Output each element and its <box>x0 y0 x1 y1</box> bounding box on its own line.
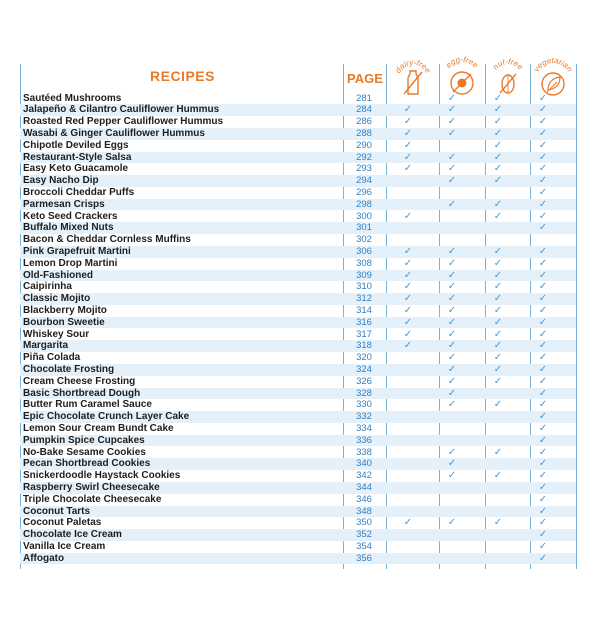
check-icon: ✓ <box>403 293 413 305</box>
check-icon: ✓ <box>403 139 413 151</box>
recipe-page: 336 <box>356 434 372 446</box>
table-row <box>20 506 576 518</box>
check-icon: ✓ <box>447 269 457 281</box>
check-icon: ✓ <box>447 104 457 116</box>
check-icon: ✓ <box>493 104 503 116</box>
check-icon: ✓ <box>538 304 548 316</box>
recipe-page: 310 <box>356 281 372 293</box>
check-icon: ✓ <box>403 127 413 139</box>
vegetarian-label: vegetarian <box>531 55 575 74</box>
check-icon: ✓ <box>447 328 457 340</box>
recipe-name: Buffalo Mixed Nuts <box>23 222 114 234</box>
table-row <box>20 187 576 199</box>
check-icon: ✓ <box>447 163 457 175</box>
recipe-page: 317 <box>356 328 372 340</box>
recipe-name: Piña Colada <box>23 352 81 364</box>
recipe-page: 292 <box>356 151 372 163</box>
page-column-header: PAGE <box>347 71 383 86</box>
table-row <box>20 128 576 140</box>
check-icon: ✓ <box>538 411 548 423</box>
check-icon: ✓ <box>538 493 548 505</box>
recipe-page: 298 <box>356 198 372 210</box>
check-icon: ✓ <box>493 116 503 128</box>
egg-free-header <box>440 54 484 98</box>
check-icon: ✓ <box>493 210 503 222</box>
check-icon: ✓ <box>403 151 413 163</box>
check-icon: ✓ <box>493 375 503 387</box>
recipe-page: 290 <box>356 139 372 151</box>
recipe-page: 332 <box>356 411 372 423</box>
check-icon: ✓ <box>538 175 548 187</box>
recipe-name: Restaurant-Style Salsa <box>23 151 132 163</box>
check-icon: ✓ <box>403 304 413 316</box>
table-row <box>20 152 576 164</box>
recipe-page: 338 <box>356 446 372 458</box>
dairy-free-icon <box>391 54 435 98</box>
recipe-page: 286 <box>356 116 372 128</box>
check-icon: ✓ <box>493 517 503 529</box>
table-row <box>20 529 576 541</box>
recipe-name: Snickerdoodle Haystack Cookies <box>23 470 181 482</box>
recipe-page: 348 <box>356 505 372 517</box>
recipe-name: Bourbon Sweetie <box>23 316 105 328</box>
recipe-page: 294 <box>356 175 372 187</box>
recipe-name: Lemon Sour Cream Bundt Cake <box>23 422 174 434</box>
table-row <box>20 163 576 175</box>
recipe-name: Pumpkin Spice Cupcakes <box>23 434 145 446</box>
check-icon: ✓ <box>538 198 548 210</box>
check-icon: ✓ <box>493 340 503 352</box>
table-row <box>20 329 576 341</box>
check-icon: ✓ <box>403 257 413 269</box>
recipe-page: 301 <box>356 222 372 234</box>
table-row <box>20 281 576 293</box>
recipe-page: 330 <box>356 399 372 411</box>
check-icon: ✓ <box>447 245 457 257</box>
check-icon: ✓ <box>493 163 503 175</box>
check-icon: ✓ <box>493 281 503 293</box>
table-row <box>20 352 576 364</box>
check-icon: ✓ <box>447 127 457 139</box>
check-icon: ✓ <box>538 340 548 352</box>
table-row <box>20 517 576 529</box>
table-row <box>20 270 576 282</box>
recipe-page: 316 <box>356 316 372 328</box>
check-icon: ✓ <box>493 470 503 482</box>
check-icon: ✓ <box>538 363 548 375</box>
table-row <box>20 553 576 565</box>
check-icon: ✓ <box>447 316 457 328</box>
recipe-name: Raspberry Swirl Cheesecake <box>23 481 160 493</box>
check-icon: ✓ <box>493 92 503 104</box>
check-icon: ✓ <box>447 363 457 375</box>
check-icon: ✓ <box>447 399 457 411</box>
table-row <box>20 388 576 400</box>
table-row <box>20 435 576 447</box>
check-icon: ✓ <box>538 210 548 222</box>
recipe-name: Bacon & Cheddar Cornless Muffins <box>23 234 191 246</box>
table-row <box>20 447 576 459</box>
recipe-name: No-Bake Sesame Cookies <box>23 446 146 458</box>
recipe-page: 284 <box>356 104 372 116</box>
recipe-name: Parmesan Crisps <box>23 198 105 210</box>
check-icon: ✓ <box>538 529 548 541</box>
check-icon: ✓ <box>447 458 457 470</box>
recipe-page: 302 <box>356 234 372 246</box>
recipe-page: 354 <box>356 540 372 552</box>
check-icon: ✓ <box>493 304 503 316</box>
table-row <box>20 482 576 494</box>
check-icon: ✓ <box>493 328 503 340</box>
check-icon: ✓ <box>447 198 457 210</box>
table-row <box>20 93 576 105</box>
table-row <box>20 234 576 246</box>
table-row <box>20 222 576 234</box>
table-row <box>20 376 576 388</box>
recipe-name: Coconut Paletas <box>23 517 102 529</box>
check-icon: ✓ <box>447 375 457 387</box>
check-icon: ✓ <box>493 363 503 375</box>
check-icon: ✓ <box>493 269 503 281</box>
recipe-name: Blackberry Mojito <box>23 304 107 316</box>
check-icon: ✓ <box>538 505 548 517</box>
check-icon: ✓ <box>447 92 457 104</box>
vegetarian-header <box>531 54 575 98</box>
check-icon: ✓ <box>538 352 548 364</box>
nut-free-header <box>486 54 530 98</box>
recipe-page: 344 <box>356 481 372 493</box>
check-icon: ✓ <box>538 517 548 529</box>
recipe-page: 306 <box>356 245 372 257</box>
check-icon: ✓ <box>493 399 503 411</box>
check-icon: ✓ <box>447 517 457 529</box>
check-icon: ✓ <box>538 481 548 493</box>
check-icon: ✓ <box>538 387 548 399</box>
check-icon: ✓ <box>403 269 413 281</box>
nut-free-label: nut-free <box>490 56 526 72</box>
check-icon: ✓ <box>447 257 457 269</box>
check-icon: ✓ <box>493 446 503 458</box>
check-icon: ✓ <box>403 340 413 352</box>
recipe-name: Whiskey Sour <box>23 328 90 340</box>
check-icon: ✓ <box>538 92 548 104</box>
check-icon: ✓ <box>447 304 457 316</box>
recipe-name: Lemon Drop Martini <box>23 257 118 269</box>
check-icon: ✓ <box>538 104 548 116</box>
recipe-page: 300 <box>356 210 372 222</box>
check-icon: ✓ <box>538 163 548 175</box>
check-icon: ✓ <box>447 151 457 163</box>
recipe-page: 293 <box>356 163 372 175</box>
check-icon: ✓ <box>403 210 413 222</box>
recipe-page: 281 <box>356 92 372 104</box>
recipe-name: Basic Shortbread Dough <box>23 387 141 399</box>
table-row <box>20 411 576 423</box>
recipe-name: Chipotle Deviled Eggs <box>23 139 129 151</box>
table-row <box>20 364 576 376</box>
check-icon: ✓ <box>447 293 457 305</box>
recipe-page: 312 <box>356 293 372 305</box>
recipe-name: Wasabi & Ginger Cauliflower Hummus <box>23 127 205 139</box>
check-icon: ✓ <box>403 163 413 175</box>
recipe-page: 308 <box>356 257 372 269</box>
recipe-name: Caipirinha <box>23 281 72 293</box>
recipe-name: Old-Fashioned <box>23 269 93 281</box>
recipe-page: 342 <box>356 470 372 482</box>
recipes-column-header: RECIPES <box>150 68 215 84</box>
recipe-page: 296 <box>356 186 372 198</box>
nut-free-icon <box>486 54 530 98</box>
check-icon: ✓ <box>403 104 413 116</box>
check-icon: ✓ <box>403 316 413 328</box>
recipe-name: Margarita <box>23 340 69 352</box>
egg-free-icon <box>440 54 484 98</box>
check-icon: ✓ <box>447 340 457 352</box>
dairy-free-label: dairy-free <box>393 57 433 75</box>
recipe-page: 324 <box>356 363 372 375</box>
check-icon: ✓ <box>493 198 503 210</box>
check-icon: ✓ <box>538 375 548 387</box>
recipe-name: Broccoli Cheddar Puffs <box>23 186 135 198</box>
check-icon: ✓ <box>493 151 503 163</box>
check-icon: ✓ <box>538 293 548 305</box>
check-icon: ✓ <box>538 316 548 328</box>
recipe-name: Classic Mojito <box>23 293 91 305</box>
egg-free-label: egg-free <box>443 54 481 70</box>
table-row <box>20 340 576 352</box>
check-icon: ✓ <box>538 399 548 411</box>
recipe-name: Epic Chocolate Crunch Layer Cake <box>23 411 190 423</box>
check-icon: ✓ <box>493 139 503 151</box>
check-icon: ✓ <box>493 293 503 305</box>
table-row <box>20 458 576 470</box>
check-icon: ✓ <box>538 127 548 139</box>
table-row <box>20 246 576 258</box>
table-row <box>20 258 576 270</box>
check-icon: ✓ <box>538 186 548 198</box>
check-icon: ✓ <box>493 175 503 187</box>
check-icon: ✓ <box>403 245 413 257</box>
check-icon: ✓ <box>403 116 413 128</box>
table-right-rule <box>576 64 577 569</box>
table-row <box>20 199 576 211</box>
recipe-name: Chocolate Ice Cream <box>23 529 122 541</box>
recipe-page: 326 <box>356 375 372 387</box>
check-icon: ✓ <box>538 245 548 257</box>
check-icon: ✓ <box>538 328 548 340</box>
check-icon: ✓ <box>493 316 503 328</box>
recipe-name: Triple Chocolate Cheesecake <box>23 493 162 505</box>
check-icon: ✓ <box>538 139 548 151</box>
check-icon: ✓ <box>538 540 548 552</box>
check-icon: ✓ <box>493 352 503 364</box>
recipe-page: 320 <box>356 352 372 364</box>
table-row <box>20 317 576 329</box>
recipe-name: Roasted Red Pepper Cauliflower Hummus <box>23 116 224 128</box>
table-row <box>20 211 576 223</box>
check-icon: ✓ <box>447 446 457 458</box>
check-icon: ✓ <box>447 352 457 364</box>
check-icon: ✓ <box>493 245 503 257</box>
check-icon: ✓ <box>538 281 548 293</box>
recipe-page: 288 <box>356 127 372 139</box>
check-icon: ✓ <box>538 151 548 163</box>
check-icon: ✓ <box>538 458 548 470</box>
recipe-name: Easy Nacho Dip <box>23 175 99 187</box>
table-row <box>20 470 576 482</box>
check-icon: ✓ <box>538 446 548 458</box>
table-row <box>20 399 576 411</box>
recipe-name: Cream Cheese Frosting <box>23 375 136 387</box>
vegetarian-icon <box>531 54 575 98</box>
dairy-free-header <box>391 54 435 98</box>
recipe-name: Chocolate Frosting <box>23 363 115 375</box>
recipe-page: 318 <box>356 340 372 352</box>
recipe-page: 328 <box>356 387 372 399</box>
check-icon: ✓ <box>538 470 548 482</box>
recipe-page: 352 <box>356 529 372 541</box>
check-icon: ✓ <box>447 175 457 187</box>
check-icon: ✓ <box>447 116 457 128</box>
check-icon: ✓ <box>538 116 548 128</box>
check-icon: ✓ <box>403 517 413 529</box>
recipe-name: Sautéed Mushrooms <box>23 92 122 104</box>
check-icon: ✓ <box>447 281 457 293</box>
table-row <box>20 305 576 317</box>
table-row <box>20 541 576 553</box>
recipe-name: Keto Seed Crackers <box>23 210 118 222</box>
check-icon: ✓ <box>538 222 548 234</box>
table-row <box>20 494 576 506</box>
recipe-page: 334 <box>356 422 372 434</box>
check-icon: ✓ <box>447 470 457 482</box>
table-row <box>20 116 576 128</box>
check-icon: ✓ <box>493 257 503 269</box>
check-icon: ✓ <box>403 328 413 340</box>
recipe-name: Pecan Shortbread Cookies <box>23 458 151 470</box>
recipe-name: Jalapeño & Cilantro Cauliflower Hummus <box>23 104 220 116</box>
check-icon: ✓ <box>538 422 548 434</box>
check-icon: ✓ <box>447 387 457 399</box>
check-icon: ✓ <box>538 257 548 269</box>
recipe-name: Pink Grapefruit Martini <box>23 245 131 257</box>
check-icon: ✓ <box>403 281 413 293</box>
table-row <box>20 423 576 435</box>
recipe-page: 314 <box>356 304 372 316</box>
check-icon: ✓ <box>493 127 503 139</box>
recipe-name: Affogato <box>23 552 65 564</box>
recipe-name: Butter Rum Caramel Sauce <box>23 399 152 411</box>
recipe-name: Vanilla Ice Cream <box>23 540 106 552</box>
recipe-name: Coconut Tarts <box>23 505 91 517</box>
table-row <box>20 140 576 152</box>
table-row <box>20 104 576 116</box>
check-icon: ✓ <box>538 434 548 446</box>
recipe-page: 346 <box>356 493 372 505</box>
table-row <box>20 175 576 187</box>
table-row <box>20 293 576 305</box>
recipe-page: 350 <box>356 517 372 529</box>
recipe-page: 340 <box>356 458 372 470</box>
check-icon: ✓ <box>538 269 548 281</box>
recipe-page: 309 <box>356 269 372 281</box>
recipe-name: Easy Keto Guacamole <box>23 163 129 175</box>
recipe-page: 356 <box>356 552 372 564</box>
check-icon: ✓ <box>538 552 548 564</box>
